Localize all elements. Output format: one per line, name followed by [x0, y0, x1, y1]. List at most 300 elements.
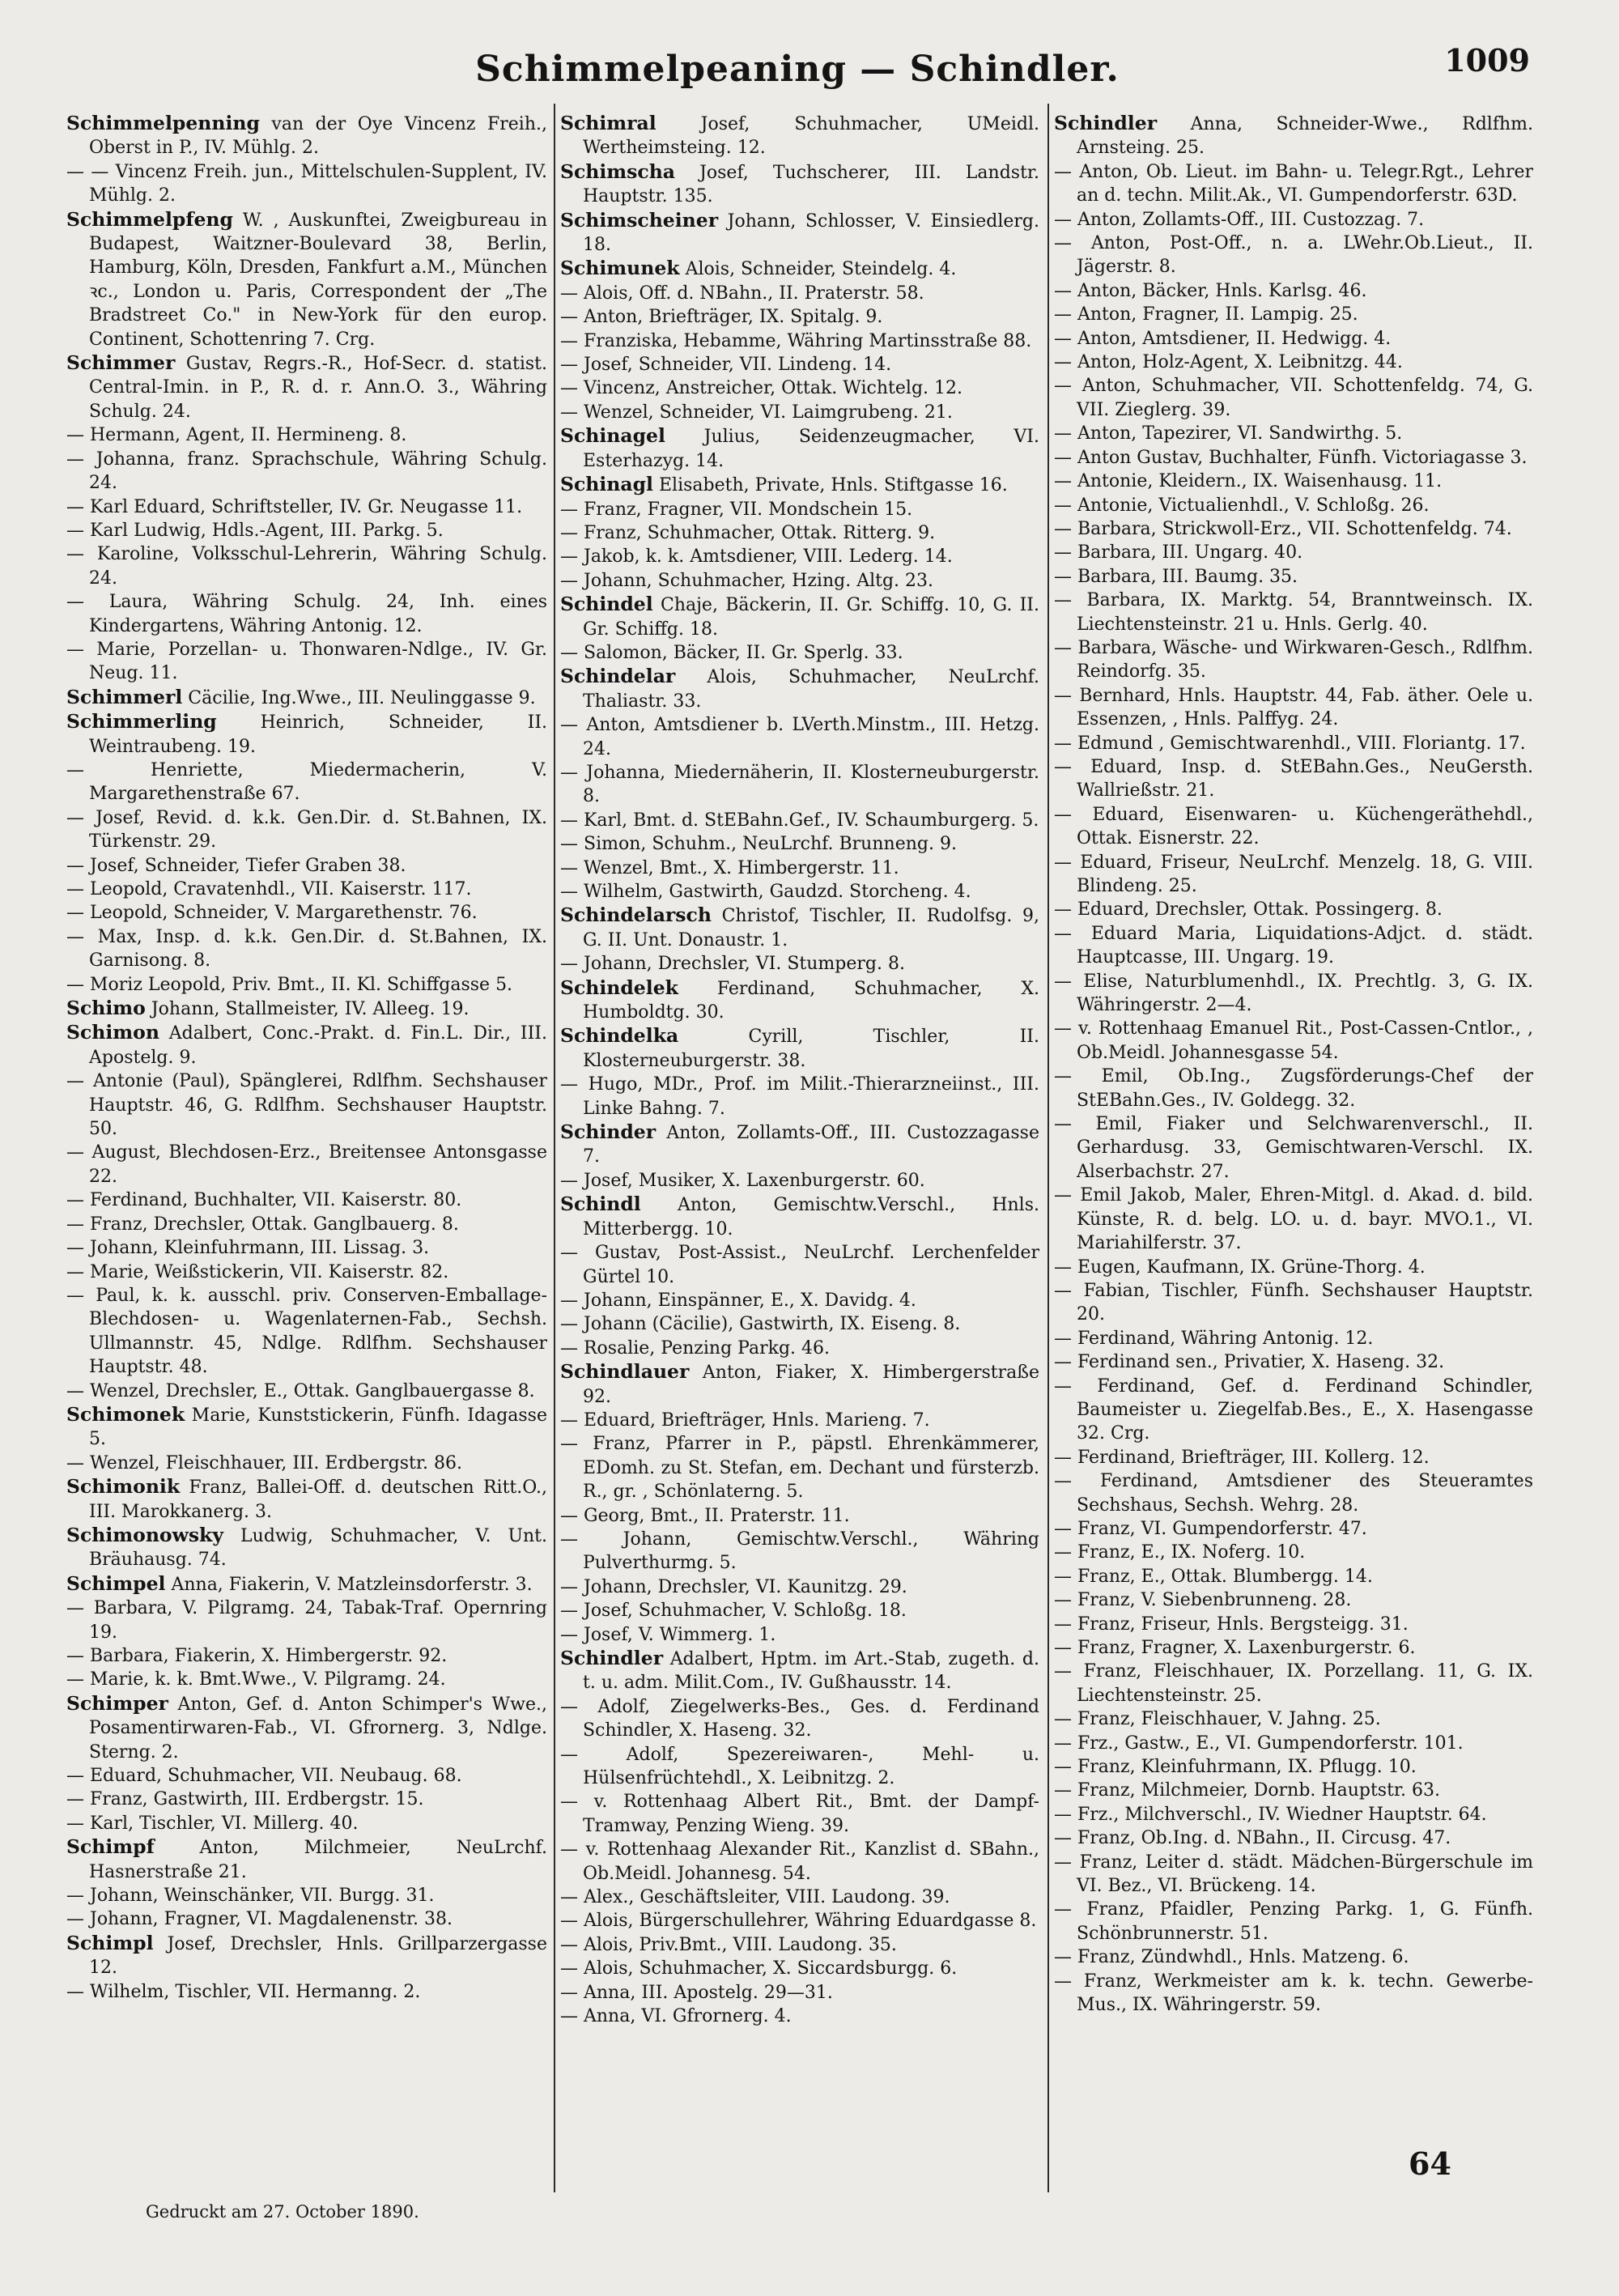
- sheet-number: 64: [1409, 2145, 1451, 2182]
- directory-entry: [1054, 1469, 1533, 1517]
- directory-entry: [66, 1907, 547, 1931]
- entry-surname: Schimpl: [66, 1931, 154, 1954]
- directory-entry: [66, 1021, 547, 1069]
- entry-details: — Anton, Tapezirer, VI. Sandwirthg. 5.: [1054, 423, 1403, 444]
- directory-entry: [560, 521, 1039, 545]
- entry-details: — Gustav, Post-Assist., NeuLrchf. Lerchenfelder Gürtel 10.: [560, 1243, 1039, 1287]
- entry-details: — Fabian, Tischler, Fünfh. Sechshauser Hauptstr. 20.: [1054, 1280, 1533, 1325]
- directory-entry: [1054, 755, 1533, 803]
- entry-surname: Schimmer: [66, 351, 176, 375]
- entry-surname: Schindler: [1054, 112, 1158, 134]
- entry-details: — Eduard Maria, Liquidations-Adjct. d. städt. Hauptcasse, III. Ungarg. 19.: [1054, 923, 1533, 968]
- directory-entry: [1054, 1184, 1533, 1255]
- entry-details: — Anton, Bäcker, Hnls. Karlsg. 46.: [1054, 280, 1367, 301]
- entry-details: — Adolf, Spezereiwaren-, Mehl- u. Hülsenfrüchtehdl., X. Leibnitzg. 2.: [560, 1744, 1039, 1789]
- entry-surname: Schimonowsky: [66, 1523, 223, 1546]
- entry-details: — Frz., Milchverschl., IV. Wiedner Hauptstr. 64.: [1054, 1804, 1487, 1825]
- entry-details: — Alois, Priv.Bmt., VIII. Laudong. 35.: [560, 1934, 897, 1955]
- entry-details: — Anna, III. Apostelg. 29—31.: [560, 1982, 833, 2003]
- column-right: [1054, 112, 1533, 2184]
- directory-entry: [1054, 1707, 1533, 1731]
- directory-entry: [560, 1120, 1039, 1169]
- directory-entry: [1054, 1017, 1533, 1065]
- directory-entry: [1054, 1541, 1533, 1564]
- entry-surname: Schimonek: [66, 1402, 185, 1426]
- entry-details: — Emil, Fiaker und Selchwarenverschl., II. Gerhardusg. 33, Gemischtwaren-Verschl. IX. Alserbachstr. 27.: [1054, 1114, 1533, 1182]
- entry-details: Josef, Tuchscherer, III. Landstr. Hauptstr. 135.: [583, 162, 1039, 207]
- directory-entry: [1054, 684, 1533, 732]
- entry-details: Ludwig, Schuhmacher, V. Unt. Bräuhausg. 74.: [89, 1525, 547, 1571]
- directory-entry: [66, 160, 547, 208]
- directory-entry: [560, 1933, 1039, 1957]
- entry-details: — Franz, Pfaidler, Penzing Parkg. 1, G. Fünfh. Schönbrunnerstr. 51.: [1054, 1899, 1533, 1944]
- directory-entry: [66, 1980, 547, 2004]
- entry-details: — Josef, Revid. d. k.k. Gen.Dir. d. St.Bahnen, IX. Türkenstr. 29.: [66, 807, 547, 852]
- directory-entry: [1054, 1327, 1533, 1350]
- directory-entry: [560, 1409, 1039, 1432]
- entry-details: — Josef, Schuhmacher, V. Schloßg. 18.: [560, 1601, 907, 1622]
- directory-entry: [66, 638, 547, 686]
- directory-entry: [1054, 422, 1533, 445]
- directory-entry: [1054, 636, 1533, 684]
- entry-details: — Johann, Weinschänker, VII. Burgg. 31.: [66, 1886, 435, 1907]
- entry-details: — Franz, Friseur, Hnls. Bergsteigg. 31.: [1054, 1614, 1409, 1635]
- entry-details: — Barbara, Fiakerin, X. Himbergerstr. 92.: [66, 1646, 448, 1666]
- entry-details: — Josef, Schneider, Tiefer Graben 38.: [66, 855, 406, 876]
- directory-entry: [66, 1764, 547, 1788]
- entry-details: — Moriz Leopold, Priv. Bmt., II. Kl. Schiffgasse 5.: [66, 974, 513, 995]
- entry-details: — Paul, k. k. ausschl. priv. Conserven-Emballage-Blechdosen- u. Wagenlaternen-Fab., Sechsh. Ullmannstr. 45, Ndlge. Rdlfhm. Sechshauser Hauptstr. 48.: [66, 1285, 547, 1378]
- entry-surname: Schindelek: [560, 976, 678, 999]
- entry-surname: Schinder: [560, 1120, 657, 1144]
- directory-entry: [66, 1812, 547, 1835]
- directory-entry: [66, 1668, 547, 1691]
- directory-entry: [560, 641, 1039, 665]
- directory-entry: [66, 1380, 547, 1403]
- entry-details: — Emil Jakob, Maler, Ehren-Mitgl. d. Akad. d. bild. Künste, R. d. belg. LO. u. d. bayr. MVO.1., VI. Mariahilferstr. 37.: [1054, 1185, 1533, 1254]
- directory-entry: [66, 759, 547, 806]
- directory-entry: [560, 713, 1039, 761]
- entry-details: — Ferdinand, Amtsdiener des Steueramtes Sechshaus, Sechsh. Wehrg. 28.: [1054, 1471, 1533, 1516]
- entry-surname: Schindler: [560, 1647, 664, 1669]
- directory-entry: [560, 952, 1039, 976]
- entry-details: Julius, Seidenzeugmacher, VI. Esterhazyg. 14.: [583, 427, 1039, 471]
- directory-entry: [66, 1213, 547, 1236]
- directory-entry: [1054, 970, 1533, 1018]
- entry-details: — Eduard, Insp. d. StEBahn.Ges., NeuGersth. Wallrießstr. 21.: [1054, 756, 1533, 801]
- directory-entry: [560, 1599, 1039, 1622]
- directory-entry: [66, 1403, 547, 1452]
- entry-details: — Anton, Amtsdiener, II. Hedwigg. 4.: [1054, 328, 1392, 349]
- entry-details: — Anton Gustav, Buchhalter, Fünfh. Victoriagasse 3.: [1054, 447, 1528, 468]
- directory-entry: [560, 1073, 1039, 1120]
- entry-details: — Franz, Milchmeier, Dornb. Hauptstr. 63.: [1054, 1780, 1440, 1801]
- page-number: 1009: [1444, 42, 1530, 79]
- directory-entry: [1054, 208, 1533, 232]
- entry-details: — Franz, Leiter d. städt. Mädchen-Bürgerschule im VI. Bez., VI. Brückeng. 14.: [1054, 1852, 1533, 1897]
- entry-surname: Schindel: [560, 593, 653, 616]
- directory-entry: [66, 590, 547, 638]
- entry-details: — Johann, Drechsler, VI. Kaunitzg. 29.: [560, 1576, 907, 1597]
- entry-surname: Schimper: [66, 1691, 168, 1715]
- directory-entry: [560, 880, 1039, 904]
- directory-entry: [1054, 1588, 1533, 1612]
- entry-surname: Schimscha: [560, 159, 676, 183]
- directory-entry: [1054, 1350, 1533, 1374]
- entry-details: — Franz, Fragner, X. Laxenburgerstr. 6.: [1054, 1638, 1416, 1658]
- directory-entry: [1054, 1256, 1533, 1279]
- directory-entry: [66, 1284, 547, 1380]
- entry-details: — Johann, Schuhmacher, Hzing. Altg. 23.: [560, 570, 934, 591]
- directory-entry: [1054, 232, 1533, 279]
- entry-details: Adalbert, Hptm. im Art.-Stab, zugeth. d. t. u. adm. Milit.Com., IV. Gußhausstr. 14.: [583, 1649, 1039, 1694]
- directory-entry: [66, 1692, 547, 1764]
- entry-details: — Josef, V. Wimmerg. 1.: [560, 1624, 776, 1645]
- directory-entry: [560, 1432, 1039, 1503]
- directory-entry: [560, 1312, 1039, 1336]
- entry-details: — Johanna, franz. Sprachschule, Währing Schulg. 24.: [66, 449, 547, 494]
- directory-entry: [1054, 327, 1533, 351]
- entry-surname: Schinagl: [560, 473, 653, 496]
- entry-details: Anna, Schneider-Wwe., Rdlfhm. Arnsteing. 25.: [1077, 114, 1533, 159]
- entry-details: — Karoline, Volksschul-Lehrerin, Währing Schulg. 24.: [66, 544, 547, 589]
- directory-entry: [1054, 1755, 1533, 1779]
- entry-surname: Schimmelpenning: [66, 112, 260, 134]
- entry-details: — Hermann, Agent, II. Hermineng. 8.: [66, 425, 407, 446]
- directory-entry: [560, 857, 1039, 880]
- directory-entry: [66, 1069, 547, 1141]
- directory-entry: [560, 1575, 1039, 1599]
- entry-details: van der Oye Vincenz Freih., Oberst in P., IV. Mühlg. 2.: [89, 114, 547, 159]
- directory-entry: [66, 1236, 547, 1260]
- directory-entry: [1054, 1446, 1533, 1469]
- directory-entry: [1054, 1660, 1533, 1707]
- entry-details: — Johann (Cäcilie), Gastwirth, IX. Eiseng. 8.: [560, 1314, 961, 1335]
- entry-details: — Franz, Gastwirth, III. Erdbergstr. 15.: [66, 1789, 424, 1810]
- entry-details: — Anton, Post-Off., n. a. LWehr.Ob.Lieut., II. Jägerstr. 8.: [1054, 233, 1533, 278]
- entry-details: — Johann, Gemischtw.Verschl., Währing Pulverthurmg. 5.: [560, 1529, 1039, 1574]
- entry-details: — Edmund , Gemischtwarenhdl., VIII. Floriantg. 17.: [1054, 733, 1526, 754]
- directory-entry: [66, 1452, 547, 1475]
- entry-details: Cyrill, Tischler, II. Klosterneuburgerstr. 38.: [583, 1027, 1039, 1071]
- entry-surname: Schindelka: [560, 1024, 679, 1048]
- directory-entry: [560, 1981, 1039, 2005]
- entry-details: — Anton, Holz-Agent, X. Leibnitzg. 44.: [1054, 352, 1403, 373]
- directory-entry: [560, 1957, 1039, 1980]
- directory-entry: [560, 1360, 1039, 1409]
- directory-entry: [66, 1572, 547, 1597]
- entry-details: — Antonie, Kleidern., IX. Waisenhausg. 11.: [1054, 471, 1443, 492]
- directory-entry: [560, 353, 1039, 376]
- entry-details: Johann, Stallmeister, IV. Alleeg. 19.: [151, 999, 470, 1020]
- entry-details: — Franz, Fleischhauer, V. Jahng. 25.: [1054, 1709, 1381, 1730]
- directory-entry: [66, 854, 547, 878]
- entry-details: Johann, Schlosser, V. Einsiedlerg. 18.: [583, 210, 1039, 256]
- directory-entry: [1054, 541, 1533, 564]
- directory-entry: [560, 1337, 1039, 1360]
- directory-entry: [1054, 1065, 1533, 1112]
- print-date: Gedruckt am 27. October 1890.: [146, 2202, 419, 2222]
- directory-entry: [1054, 517, 1533, 541]
- directory-entry: [560, 1241, 1039, 1289]
- entry-details: — Bernhard, Hnls. Hauptstr. 44, Fab. äther. Oele u. Essenzen, , Hnls. Palffyg. 24.: [1054, 685, 1533, 730]
- entry-details: Gustav, Regrs.-R., Hof-Secr. d. statist. Central-Imin. in P., R. d. r. Ann.O. 3., Währing Schulg. 24.: [89, 354, 547, 422]
- entry-details: — Eduard, Drechsler, Ottak. Possingerg. 8.: [1054, 899, 1443, 921]
- directory-entry: [1054, 494, 1533, 517]
- entry-surname: Schimpel: [66, 1571, 166, 1595]
- entry-details: — Karl Ludwig, Hdls.-Agent, III. Parkg. 5.: [66, 520, 444, 541]
- entry-details: — Max, Insp. d. k.k. Gen.Dir. d. St.Bahnen, IX. Garnisong. 8.: [66, 926, 547, 972]
- entry-surname: Schimunek: [560, 257, 680, 280]
- entry-details: — Alois, Bürgerschullehrer, Währing Eduardgasse 8.: [560, 1911, 1037, 1932]
- entry-details: — Leopold, Schneider, V. Margarethenstr. 76.: [66, 903, 478, 924]
- entry-surname: Schimon: [66, 1021, 159, 1044]
- directory-entry: [1054, 589, 1533, 636]
- entry-details: Heinrich, Schneider, II. Weintraubeng. 19.: [89, 712, 547, 757]
- directory-entry: [560, 1504, 1039, 1528]
- entry-details: — Wenzel, Schneider, VI. Laimgrubeng. 21.: [560, 402, 953, 423]
- directory-entry: [66, 1932, 547, 1980]
- directory-entry: [66, 112, 547, 160]
- directory-entry: [66, 542, 547, 590]
- directory-entry: [1054, 803, 1533, 851]
- entry-surname: Schindelarsch: [560, 904, 712, 927]
- directory-entry: [1054, 303, 1533, 326]
- directory-entry: [66, 1188, 547, 1212]
- directory-entry: [560, 545, 1039, 568]
- entry-details: — Franz, Werkmeister am k. k. techn. Gewerbe-Mus., IX. Währingerstr. 59.: [1054, 1971, 1533, 2016]
- entry-details: — Rosalie, Penzing Parkg. 46.: [560, 1337, 830, 1358]
- entry-details: Anna, Fiakerin, V. Matzleinsdorferstr. 3.: [171, 1574, 533, 1595]
- entry-details: — Anna, VI. Gfrornerg. 4.: [560, 2006, 792, 2027]
- directory-entry: [1054, 1279, 1533, 1327]
- directory-entry: [1054, 1613, 1533, 1636]
- entry-details: — Johann, Kleinfuhrmann, III. Lissag. 3.: [66, 1238, 430, 1259]
- directory-entry: [560, 593, 1039, 641]
- entry-details: — Johann, Einspänner, E., X. Davidg. 4.: [560, 1290, 916, 1311]
- directory-entry: [66, 925, 547, 973]
- directory-entry: [1054, 1945, 1533, 1969]
- entry-details: — Anton, Schuhmacher, VII. Schottenfeldg. 74, G. VII. Zieglerg. 39.: [1054, 376, 1533, 420]
- entry-details: Adalbert, Conc.-Prakt. d. Fin.L. Dir., III. Apostelg. 9.: [89, 1023, 547, 1068]
- directory-entry: [560, 809, 1039, 832]
- directory-entry: [1054, 1565, 1533, 1588]
- entry-details: — Franz, Ob.Ing. d. NBahn., II. Circusg. 47.: [1054, 1828, 1451, 1849]
- entry-details: — Franz, E., Ottak. Blumbergg. 14.: [1054, 1566, 1373, 1587]
- entry-surname: Schimmerling: [66, 710, 217, 733]
- directory-entry: [1054, 922, 1533, 970]
- entry-details: — Karl Eduard, Schriftsteller, IV. Gr. Neugasse 11.: [66, 496, 523, 517]
- directory-entry: [66, 686, 547, 710]
- directory-entry: [560, 1528, 1039, 1575]
- directory-entry: [1054, 1851, 1533, 1898]
- directory-entry: [1054, 374, 1533, 422]
- entry-details: — Salomon, Bäcker, II. Gr. Sperlg. 33.: [560, 642, 903, 663]
- entry-details: Ferdinand, Schuhmacher, X. Humboldtg. 30.: [583, 978, 1039, 1023]
- directory-entry: [66, 448, 547, 495]
- entry-details: — Wenzel, Fleischhauer, III. Erdbergstr. 86.: [66, 1452, 462, 1473]
- directory-entry: [560, 1169, 1039, 1193]
- directory-entry: [560, 2005, 1039, 2028]
- directory-entry: [66, 208, 547, 351]
- entry-details: Alois, Schneider, Steindelg. 4.: [685, 259, 957, 280]
- entry-details: — — Vincenz Freih. jun., Mittelschulen-Supplent, IV. Mühlg. 2.: [66, 161, 547, 206]
- directory-entry: [1054, 470, 1533, 493]
- column-left: [66, 112, 547, 2184]
- entry-details: — Karl, Tischler, VI. Millerg. 40.: [66, 1813, 359, 1834]
- entry-details: — Ferdinand, Briefträger, III. Kollerg. 12.: [1054, 1447, 1430, 1468]
- column-divider: [1047, 104, 1049, 2192]
- entry-details: — Josef, Schneider, VII. Lindeng. 14.: [560, 355, 892, 376]
- directory-entry: [1054, 732, 1533, 755]
- directory-entry: [1054, 351, 1533, 374]
- entry-details: — Eduard, Briefträger, Hnls. Marieng. 7.: [560, 1409, 930, 1431]
- entry-details: — v. Rottenhaag Albert Rit., Bmt. der Dampf-Tramway, Penzing Wieng. 39.: [560, 1792, 1039, 1836]
- directory-entry: [1054, 1898, 1533, 1945]
- directory-entry: [560, 330, 1039, 353]
- directory-entry: [66, 973, 547, 997]
- entry-details: — Anton, Amtsdiener b. LVerth.Minstm., III. Hetzg. 24.: [560, 715, 1039, 759]
- entry-details: — Georg, Bmt., II. Praterstr. 11.: [560, 1505, 850, 1526]
- directory-entry: [1054, 1517, 1533, 1541]
- directory-entry: [560, 1743, 1039, 1791]
- directory-entry: [1054, 851, 1533, 899]
- entry-details: Christof, Tischler, II. Rudolfsg. 9, G. II. Unt. Donaustr. 1.: [583, 906, 1039, 950]
- entry-details: — Eugen, Kaufmann, IX. Grüne-Thorg. 4.: [1054, 1256, 1426, 1278]
- entry-details: — Emil, Ob.Ing., Zugsförderungs-Chef der StEBahn.Ges., IV. Goldegg. 32.: [1054, 1066, 1533, 1111]
- directory-entry: [560, 209, 1039, 257]
- entry-details: Anton, Fiaker, X. Himbergerstraße 92.: [583, 1363, 1039, 1407]
- entry-details: — Wilhelm, Tischler, VII. Hermanng. 2.: [66, 1981, 421, 2002]
- entry-details: — Wenzel, Drechsler, E., Ottak. Ganglbauergasse 8.: [66, 1380, 535, 1401]
- entry-surname: Schindl: [560, 1193, 641, 1216]
- entry-details: — Franz, V. Siebenbrunneng. 28.: [1054, 1590, 1352, 1611]
- entry-details: — Marie, Weißstickerin, VII. Kaiserstr. 82.: [66, 1261, 449, 1282]
- entry-details: — Ferdinand, Buchhalter, VII. Kaiserstr. 80.: [66, 1190, 462, 1211]
- directory-entry: [560, 498, 1039, 521]
- directory-entry: [66, 423, 547, 447]
- entry-details: — Eduard, Eisenwaren- u. Küchengeräthehdl., Ottak. Eisnerstr. 22.: [1054, 804, 1533, 849]
- directory-entry: [66, 1597, 547, 1644]
- directory-entry: [1054, 1803, 1533, 1826]
- directory-entry: [66, 710, 547, 759]
- directory-entry: [560, 665, 1039, 713]
- directory-entry: [560, 761, 1039, 809]
- entry-details: — Franz, E., IX. Noferg. 10.: [1054, 1542, 1306, 1563]
- entry-details: Franz, Ballei-Off. d. deutschen Ritt.O., III. Marokkanerg. 3.: [89, 1478, 547, 1522]
- entry-details: — Johann, Fragner, VI. Magdalenenstr. 38.: [66, 1909, 453, 1930]
- entry-details: — Simon, Schuhm., NeuLrchf. Brunneng. 9.: [560, 834, 957, 855]
- directory-entry: [1054, 1779, 1533, 1802]
- entry-details: — v. Rottenhaag Alexander Rit., Kanzlist d. SBahn., Ob.Meidl. Johannesg. 54.: [560, 1839, 1039, 1884]
- directory-entry: [66, 806, 547, 854]
- entry-details: — Franz, VI. Gumpendorferstr. 47.: [1054, 1518, 1367, 1539]
- entry-details: — Anton, Briefträger, IX. Spitalg. 9.: [560, 307, 883, 328]
- entry-details: — Johann, Drechsler, VI. Stumperg. 8.: [560, 954, 905, 975]
- entry-details: — Karl, Bmt. d. StEBahn.Gef., IV. Schaumburgerg. 5.: [560, 810, 1039, 831]
- entry-details: — Barbara, Strickwoll-Erz., VII. Schottenfeldg. 74.: [1054, 518, 1512, 539]
- directory-entry: [560, 976, 1039, 1025]
- entry-details: — Anton, Fragner, II. Lampig. 25.: [1054, 304, 1358, 325]
- entry-details: — Barbara, IX. Marktg. 54, Branntweinsch. IX. Liechtensteinstr. 21 u. Hnls. Gerlg. 40.: [1054, 590, 1533, 635]
- directory-entry: [1054, 1732, 1533, 1755]
- entry-details: — Josef, Musiker, X. Laxenburgerstr. 60.: [560, 1170, 925, 1191]
- directory-entry: [66, 495, 547, 519]
- column-divider: [554, 104, 555, 2192]
- directory-entry: [560, 282, 1039, 305]
- entry-details: — Wilhelm, Gastwirth, Gaudzd. Storcheng. 4.: [560, 882, 971, 902]
- entry-details: — Franz, Fragner, VII. Mondschein 15.: [560, 499, 913, 520]
- entry-details: — Franziska, Hebamme, Währing Martinsstraße 88.: [560, 330, 1032, 351]
- entry-details: Anton, Gef. d. Anton Schimper's Wwe., Posamentirwaren-Fab., VI. Gfrornerg. 3, Ndlge. Sterng. 2.: [89, 1694, 547, 1762]
- directory-entry: [66, 1788, 547, 1811]
- entry-surname: Schimpf: [66, 1835, 155, 1859]
- entry-details: — Franz, Drechsler, Ottak. Ganglbauerg. 8.: [66, 1214, 459, 1235]
- page-header: [65, 42, 1530, 107]
- directory-entry: [1054, 279, 1533, 303]
- entry-details: — Alois, Off. d. NBahn., II. Praterstr. 58.: [560, 283, 924, 304]
- entry-details: Anton, Milchmeier, NeuLrchf. Hasnerstraße 21.: [89, 1838, 547, 1882]
- directory-entry: [560, 1647, 1039, 1695]
- directory-entry: [560, 1790, 1039, 1838]
- directory-entry: [560, 1289, 1039, 1312]
- entry-details: — Ferdinand, Währing Antonig. 12.: [1054, 1328, 1374, 1349]
- directory-entry: [66, 901, 547, 925]
- directory-entry: [66, 997, 547, 1021]
- directory-entry: [1054, 1375, 1533, 1446]
- entry-surname: Schindlauer: [560, 1360, 690, 1384]
- entry-details: — Barbara, III. Ungarg. 40.: [1054, 542, 1303, 563]
- entry-surname: Schimonik: [66, 1475, 181, 1499]
- entry-details: Anton, Gemischtw.Verschl., Hnls. Mitterbergg. 10.: [583, 1195, 1039, 1239]
- directory-entry: [66, 1835, 547, 1884]
- directory-entry: [66, 1644, 547, 1668]
- entry-details: — Antonie (Paul), Spänglerei, Rdlfhm. Sechshauser Hauptstr. 46, G. Rdlfhm. Sechshauser Hauptstr. 50.: [66, 1071, 547, 1140]
- directory-entry: [66, 1884, 547, 1907]
- directory-entry: [66, 1261, 547, 1284]
- entry-surname: Schimmelpfeng: [66, 207, 233, 231]
- entry-details: Anton, Zollamts-Off., III. Custozzagasse 7.: [583, 1123, 1039, 1167]
- entry-details: — Johanna, Miedernäherin, II. Klosterneuburgerstr. 8.: [560, 762, 1039, 807]
- entry-details: — Franz, Pfarrer in P., päpstl. Ehrenkämmerer, EDomh. zu St. Stefan, em. Dechant und fürsterzb. R., gr. , Schönlaterng. 5.: [560, 1434, 1039, 1503]
- entry-surname: Schimscheiner: [560, 208, 719, 232]
- directory-entry: [1054, 565, 1533, 589]
- entry-details: — Vincenz, Anstreicher, Ottak. Wichtelg. 12.: [560, 378, 962, 399]
- directory-entry: [1054, 898, 1533, 921]
- directory-entry: [560, 424, 1039, 473]
- entry-details: — Eduard, Friseur, NeuLrchf. Menzelg. 18, G. VIII. Blindeng. 25.: [1054, 852, 1533, 896]
- directory-entry: [1054, 1636, 1533, 1660]
- entry-surname: Schimral: [560, 112, 657, 134]
- entry-details: — Hugo, MDr., Prof. im Milit.-Thierarzneiinst., III. Linke Bahng. 7.: [560, 1074, 1039, 1119]
- entry-details: — Laura, Währing Schulg. 24, Inh. eines Kindergartens, Währing Antonig. 12.: [66, 592, 547, 636]
- entry-details: — Jakob, k. k. Amtsdiener, VIII. Lederg. 14.: [560, 546, 953, 568]
- directory-entry: [560, 401, 1039, 424]
- entry-details: — Ferdinand sen., Privatier, X. Haseng. 32.: [1054, 1352, 1445, 1373]
- entry-details: — Ferdinand, Gef. d. Ferdinand Schindler, Baumeister u. Ziegelfab.Bes., E., X. Hasengasse 32. Crg.: [1054, 1375, 1533, 1444]
- directory-entry: [560, 1886, 1039, 1909]
- directory-entry: [1054, 1112, 1533, 1184]
- entry-details: — Leopold, Cravatenhdl., VII. Kaiserstr. 117.: [66, 879, 472, 899]
- entry-details: Elisabeth, Private, Hnls. Stiftgasse 16.: [658, 475, 1008, 496]
- entry-details: — Franz, Kleinfuhrmann, IX. Pflugg. 10.: [1054, 1757, 1417, 1778]
- directory-entry: [560, 1193, 1039, 1241]
- directory-entry: [1054, 1826, 1533, 1850]
- entry-surname: Schindelar: [560, 665, 676, 688]
- entry-details: — Antonie, Victualienhdl., V. Schloßg. 26.: [1054, 495, 1430, 516]
- directory-entry: [560, 160, 1039, 209]
- entry-details: — Frz., Gastw., E., VI. Gumpendorferstr. 101.: [1054, 1733, 1464, 1754]
